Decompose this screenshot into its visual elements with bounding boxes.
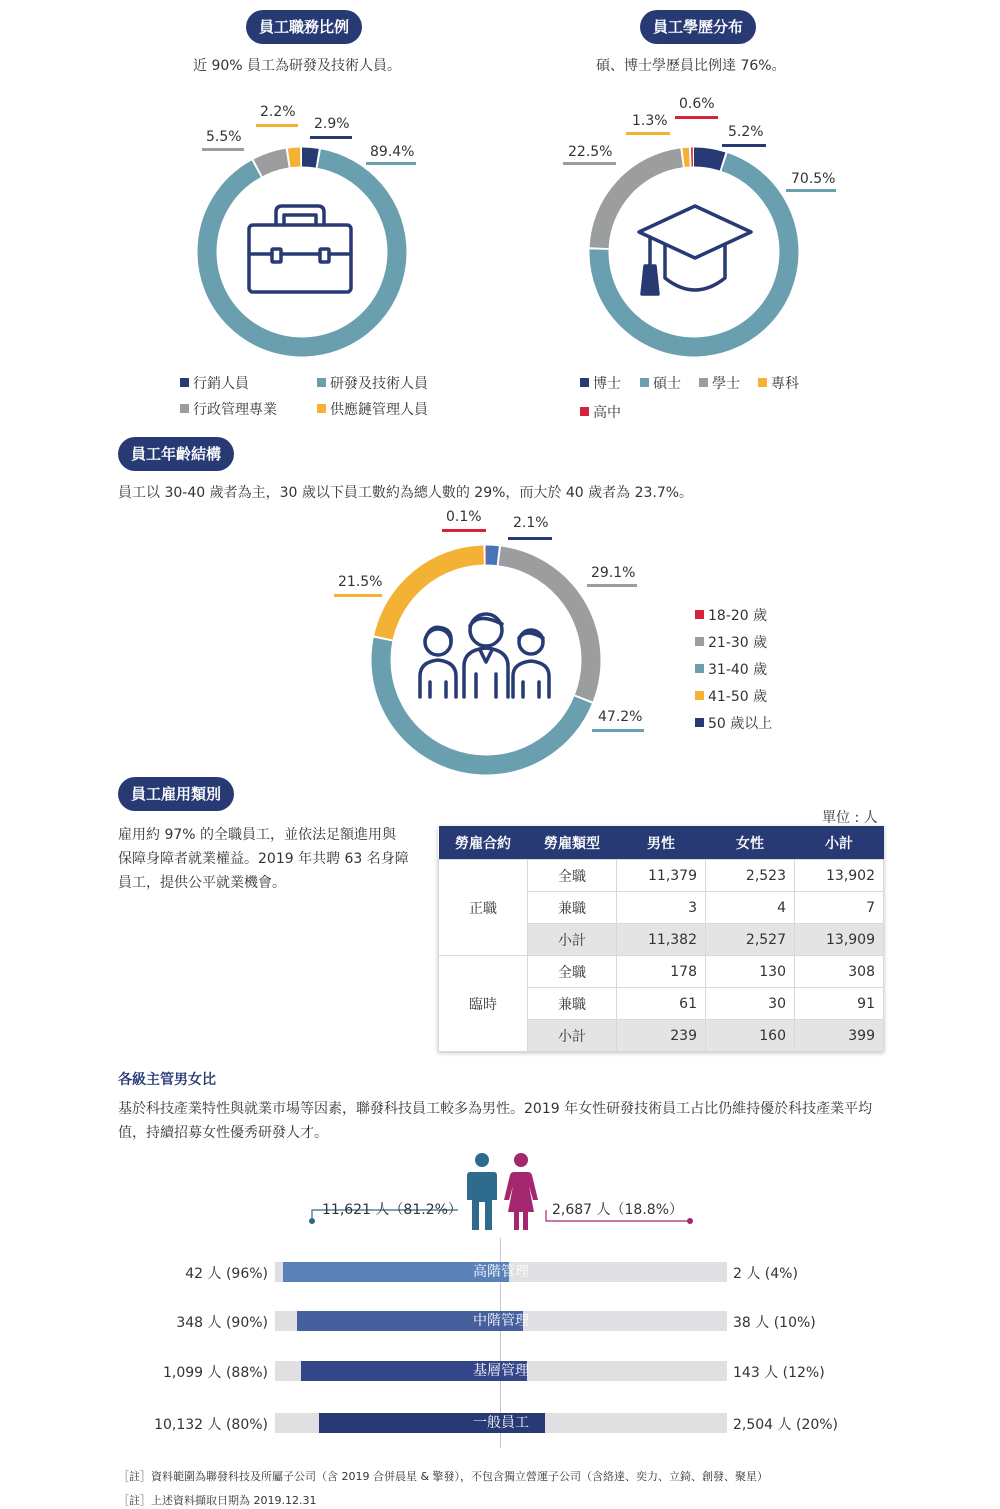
education-legend-master	[640, 373, 681, 393]
male-icon	[467, 1153, 497, 1230]
education-legend-phd	[580, 373, 621, 393]
female-count-label: 2 人 (4%)	[733, 1266, 798, 1282]
legend-swatch	[758, 378, 767, 387]
education-line-highschool	[675, 116, 718, 119]
roles-subtitle: 近 90% 員工為研發及技術人員。	[193, 58, 402, 74]
people-group-icon	[420, 614, 549, 697]
table-cell-type: 兼職	[528, 892, 617, 924]
legend-text: 行政管理專業	[193, 402, 277, 418]
table-cell-total: 13,909	[795, 924, 884, 956]
table-cell-female: 4	[706, 892, 795, 924]
table-cell-total: 7	[795, 892, 884, 924]
male-connector-dot	[309, 1218, 315, 1224]
table-cell-type: 全職	[528, 860, 617, 892]
table-cell-male: 11,379	[617, 860, 706, 892]
table-cell-type: 小計	[528, 924, 617, 956]
table-cell-female: 130	[706, 956, 795, 988]
female-count-label: 2,504 人 (20%)	[733, 1417, 839, 1433]
age-label-21-30: 29.1%	[591, 565, 636, 581]
legend-text: 41-50 歲	[708, 689, 768, 705]
table-row	[439, 860, 884, 892]
age-legend-21-30	[695, 632, 767, 652]
roles-segment-1	[207, 157, 397, 347]
legend-text: 行銷人員	[193, 376, 249, 392]
gender-bar-label: 基層管理	[473, 1363, 529, 1379]
age-label-50plus: 2.1%	[513, 515, 549, 531]
legend-text: 供應鏈管理人員	[330, 402, 428, 418]
table-cell-female: 30	[706, 988, 795, 1020]
age-label-18-20: 0.1%	[446, 509, 482, 525]
male-count-label: 348 人 (90%)	[176, 1315, 268, 1331]
age-donut-chart	[368, 542, 604, 778]
roles-label-supply: 2.2%	[260, 104, 296, 120]
roles-label-marketing: 2.9%	[314, 116, 350, 132]
unit-label: 單位 : 人	[822, 810, 878, 826]
female-icon	[504, 1153, 538, 1230]
education-legend-bachelor	[699, 373, 740, 393]
table-cell-male: 61	[617, 988, 706, 1020]
roles-donut-segments	[207, 157, 397, 347]
table-cell-female: 160	[706, 1020, 795, 1052]
table-cell-type: 全職	[528, 956, 617, 988]
female-count-label: 38 人 (10%)	[733, 1315, 816, 1331]
legend-swatch	[695, 718, 704, 727]
education-legend-college	[758, 373, 799, 393]
legend-text: 31-40 歲	[708, 662, 768, 678]
age-legend-31-40	[695, 659, 767, 679]
legend-swatch	[180, 404, 189, 413]
roles-badge: 員工職務比例	[246, 10, 362, 44]
table-header: 小計	[795, 826, 884, 860]
education-badge: 員工學歷分布	[640, 10, 756, 44]
education-label-phd: 5.2%	[728, 124, 764, 140]
employment-badge: 員工雇用類別	[118, 777, 234, 811]
male-total-label: 11,621 人（81.2%）	[322, 1202, 462, 1218]
table-row	[439, 956, 884, 988]
education-subtitle: 碩、博士學歷員比例達 76%。	[596, 58, 786, 74]
roles-label-admin: 5.5%	[206, 129, 242, 145]
legend-text: 博士	[593, 376, 621, 392]
legend-text: 18-20 歲	[708, 608, 768, 624]
roles-line-supply	[256, 124, 298, 127]
education-label-bachelor: 22.5%	[568, 144, 613, 160]
gender-bar-label: 中階管理	[473, 1313, 529, 1329]
female-connector-dot	[687, 1218, 693, 1224]
legend-swatch	[695, 691, 704, 700]
legend-swatch	[695, 664, 704, 673]
education-label-master: 70.5%	[791, 171, 836, 187]
table-cell-male: 178	[617, 956, 706, 988]
table-cell-male: 239	[617, 1020, 706, 1052]
footnote: ［註］資料範圍為聯發科技及所屬子公司（含 2019 合併晨星 & 擎發），不包含獨立營運子公司（含絡達、奕力、立錡、創發、聚星）	[118, 1470, 769, 1483]
table-cell-total: 308	[795, 956, 884, 988]
legend-text: 50 歲以上	[708, 716, 773, 732]
table-cell-type: 兼職	[528, 988, 617, 1020]
legend-swatch	[317, 404, 326, 413]
table-header-row	[439, 826, 884, 860]
age-legend-41-50	[695, 686, 767, 706]
female-total-label: 2,687 人（18.8%）	[552, 1202, 684, 1218]
legend-text: 碩士	[653, 376, 681, 392]
table-cell-total: 399	[795, 1020, 884, 1052]
roles-label-rd: 89.4%	[370, 144, 415, 160]
gender-bar-row	[275, 1413, 727, 1433]
table-cell-female: 2,523	[706, 860, 795, 892]
age-legend-50plus	[695, 713, 772, 733]
legend-text: 研發及技術人員	[330, 376, 428, 392]
education-legend-highschool	[580, 402, 621, 422]
roles-legend-rd	[317, 373, 428, 393]
education-label-college: 1.3%	[632, 113, 668, 129]
roles-line-marketing	[310, 136, 352, 139]
gender-bar-label: 一般員工	[473, 1415, 529, 1431]
education-line-college	[626, 132, 670, 135]
gender-bar-row	[275, 1311, 727, 1331]
table-cell-contract: 正職	[439, 860, 528, 956]
legend-swatch	[580, 407, 589, 416]
male-count-label: 1,099 人 (88%)	[162, 1365, 268, 1381]
table-cell-total: 91	[795, 988, 884, 1020]
gender-bar-label: 高階管理	[473, 1264, 529, 1280]
employment-description: 雇用約 97% 的全職員工，並依法足額進用與保障身障者就業權益。2019 年共聘 63 名身障員工，提供公平就業機會。	[118, 827, 409, 891]
legend-swatch	[695, 610, 704, 619]
age-badge: 員工年齡結構	[118, 437, 234, 471]
table-cell-total: 13,902	[795, 860, 884, 892]
table-header: 男性	[617, 826, 706, 860]
gender-description: 基於科技產業特性與就業市場等因素，聯發科技員工較多為男性。2019 年女性研發技術員工占比仍維持優於科技產業平均值，持續招募女性優秀研發人才。	[118, 1101, 873, 1141]
legend-text: 高中	[593, 405, 621, 421]
table-cell-female: 2,527	[706, 924, 795, 956]
roles-legend-admin	[180, 399, 277, 419]
table-header: 勞雇合約	[439, 826, 528, 860]
age-label-41-50: 21.5%	[338, 574, 383, 590]
male-count-label: 42 人 (96%)	[185, 1266, 268, 1282]
legend-swatch	[180, 378, 189, 387]
gender-bar-row	[275, 1262, 727, 1282]
education-label-highschool: 0.6%	[679, 96, 715, 112]
education-donut-chart	[584, 142, 804, 362]
gender-heading: 各級主管男女比	[118, 1072, 216, 1088]
table-header: 勞雇類型	[528, 826, 617, 860]
roles-donut-chart	[192, 142, 415, 362]
male-count-label: 10,132 人 (80%)	[154, 1417, 268, 1433]
legend-swatch	[317, 378, 326, 387]
age-subtitle: 員工以 30-40 歲者為主，30 歲以下員工數約為總人數的 29%，而大於 40 歲者為 23.7%。	[118, 485, 694, 501]
education-donut-segments	[599, 157, 789, 347]
briefcase-icon	[249, 206, 351, 292]
table-cell-male: 11,382	[617, 924, 706, 956]
graduation-cap-icon	[639, 206, 751, 294]
employment-table	[438, 826, 884, 1052]
age-line-18-20	[442, 529, 486, 532]
roles-legend-marketing	[180, 373, 249, 393]
gender-bar-row	[275, 1361, 727, 1381]
legend-swatch	[580, 378, 589, 387]
roles-legend-supply	[317, 399, 428, 419]
table-cell-contract: 臨時	[439, 956, 528, 1052]
legend-text: 學士	[712, 376, 740, 392]
gender-icons	[300, 1150, 700, 1240]
table-header: 女性	[706, 826, 795, 860]
age-label-31-40: 47.2%	[598, 709, 643, 725]
table-cell-type: 小計	[528, 1020, 617, 1052]
footnote: ［註］上述資料擷取日期為 2019.12.31	[118, 1494, 317, 1507]
table-cell-male: 3	[617, 892, 706, 924]
legend-swatch	[695, 637, 704, 646]
age-line-50plus	[508, 537, 552, 540]
legend-text: 21-30 歲	[708, 635, 768, 651]
legend-text: 專科	[771, 376, 799, 392]
legend-swatch	[699, 378, 708, 387]
age-legend-18-20	[695, 605, 767, 625]
female-count-label: 143 人 (12%)	[733, 1365, 825, 1381]
legend-swatch	[640, 378, 649, 387]
